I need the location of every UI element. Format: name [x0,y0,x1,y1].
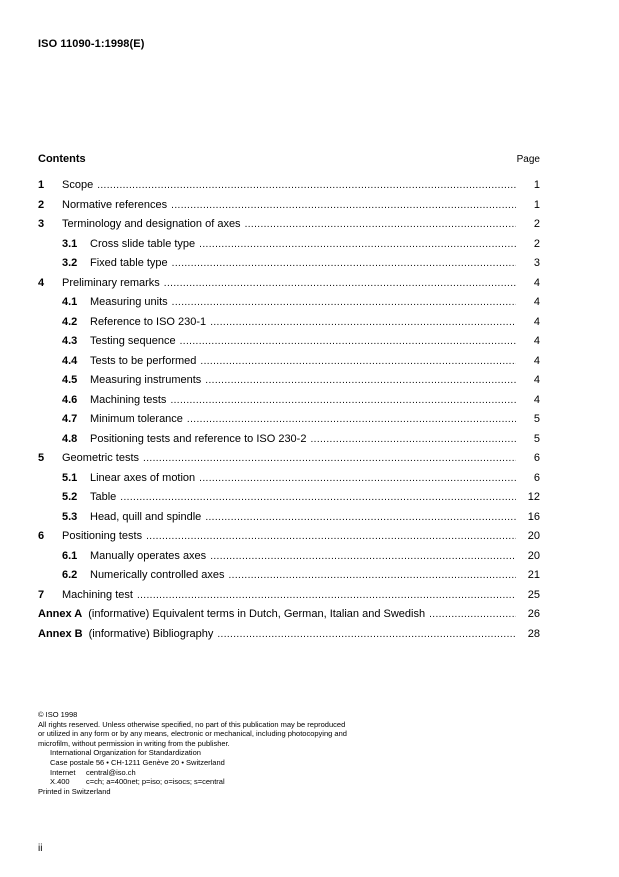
toc-entry-number: 3.2 [62,257,78,269]
toc-entry-title: Numerically controlled axes [90,569,225,581]
toc-entry-page: 25 [527,588,540,601]
toc-subentry[interactable] [38,413,540,433]
toc-entry-number: 5.3 [62,510,78,523]
toc-entry-page: 5 [533,432,540,445]
toc-entry-title: Positioning tests and reference to ISO 230-2 [90,432,307,445]
toc-entry-number: 7 [38,588,45,601]
toc-entry-number: 4.7 [62,413,78,425]
toc-entry-page: 2 [533,218,540,230]
x400-row [38,777,347,787]
toc-entry-page: 3 [533,257,540,269]
toc-leader-dots [245,219,516,230]
toc-entry-page: 4 [533,354,540,367]
toc-subentry[interactable] [38,335,540,355]
toc-entry-page: 4 [533,296,540,308]
toc-entry-title: Minimum tolerance [90,413,183,425]
toc-entry-title: Table [90,491,117,503]
toc-entry-number: 6.1 [62,549,78,562]
toc-entry-page: 2 [533,237,540,250]
rights-line: or utilized in any form or by any means, electronic or mechanical, including photocopying and [38,729,347,739]
contents-heading-row [38,153,540,165]
toc-entry-title: Normative references [62,198,168,211]
toc-entry-number: 4.5 [62,374,78,386]
toc-subentry[interactable] [38,296,540,316]
toc-entry-number: 4.4 [62,354,78,367]
toc-subentry[interactable] [38,472,540,492]
toc-entry-number: 3 [38,218,45,230]
toc-entry[interactable] [38,179,540,199]
toc-leader-dots [172,258,516,269]
toc-entry-page: 5 [533,413,540,425]
toc-entry-title: Tests to be performed [90,354,197,367]
toc-entry[interactable] [38,589,540,609]
toc-entry-title: Fixed table type [90,257,168,269]
postal-address: Case postale 56 • CH-1211 Genève 20 • Switzerland [50,757,225,767]
toc-entry-number: 4.3 [62,335,78,347]
toc-subentry[interactable] [38,511,540,531]
toc-entry-title: Preliminary remarks [62,276,160,289]
toc-subentry[interactable] [38,238,540,258]
toc-annex-entry[interactable] [38,608,540,628]
toc-entry-title: Cross slide table type [90,237,196,250]
x400-address: c=ch; a=400net; p=iso; o=isocs; s=central [86,777,225,787]
toc-subentry[interactable] [38,394,540,414]
toc-entry-number: Annex B [38,627,83,640]
toc-entry[interactable] [38,218,540,238]
toc-entry-title: Reference to ISO 230-1 [90,315,207,328]
x400-label: X.400 [50,777,70,787]
rights-line: All rights reserved. Unless otherwise specified, no part of this publication may be reproduced [38,719,346,729]
toc-subentry[interactable] [38,316,540,336]
organization-name: International Organization for Standardization [50,748,201,758]
toc-entry-page: 1 [533,179,540,191]
page-folio: ii [38,843,43,854]
toc-entry-page: 4 [533,276,540,289]
toc-annex-entry[interactable] [38,628,540,648]
toc-entry-title: Head, quill and spindle [90,510,202,523]
toc-entry-page: 12 [527,491,540,503]
toc-entry-title: Geometric tests [62,452,140,464]
toc-entry-number: 4 [38,276,45,289]
toc-entry-title: Scope [62,179,94,191]
toc-entry-title: Measuring instruments [90,374,202,386]
toc-entry-page: 21 [527,569,540,581]
toc-entry-number: 4.8 [62,432,78,445]
toc-entry[interactable] [38,452,540,472]
toc-leader-dots [170,395,516,406]
page-column-label: Page [516,154,540,165]
toc-leader-dots [429,609,516,620]
toc-entry-page: 6 [533,471,540,484]
toc-entry-title: Measuring units [90,296,168,308]
toc-leader-dots [137,590,516,601]
toc-entry-number: 5.1 [62,471,78,484]
toc-entry-title: Linear axes of motion [90,471,196,484]
toc-entry-page: 4 [533,374,540,386]
toc-entry-title: Positioning tests [62,530,143,542]
toc-leader-dots [200,356,516,367]
toc-leader-dots [229,570,517,581]
toc-entry-page: 20 [527,549,540,562]
toc-leader-dots [171,200,516,211]
toc-entry-number: 6.2 [62,569,78,581]
toc-entry-title: (informative) Bibliography [88,627,214,640]
toc-entry-number: 4.1 [62,296,78,308]
rights-line: microfilm, without permission in writing from the publisher. [38,738,230,748]
toc-entry-title: Machining test [62,588,133,601]
toc-entry-number: 5.2 [62,491,78,503]
toc-entry-number: 2 [38,198,45,211]
toc-subentry[interactable] [38,355,540,375]
toc-entry-number: 6 [38,530,45,542]
toc-leader-dots [210,551,516,562]
toc-leader-dots [120,492,516,503]
toc-entry-title: Machining tests [90,393,167,406]
toc-subentry[interactable] [38,569,540,589]
toc-entry-page: 26 [527,608,540,620]
toc-subentry[interactable] [38,491,540,511]
copyright-line: © ISO 1998 [38,710,78,719]
toc-entry-number: 5 [38,452,45,464]
toc-leader-dots [205,375,516,386]
toc-entry-title: Testing sequence [90,335,176,347]
toc-subentry[interactable] [38,374,540,394]
toc-leader-dots [187,414,516,425]
printed-in: Printed in Switzerland [38,786,111,796]
toc-leader-dots [146,531,516,542]
toc-leader-dots [97,180,516,191]
toc-entry-page: 6 [533,452,540,464]
contents-title: Contents [38,153,86,165]
toc-entry-number: 1 [38,179,45,191]
toc-leader-dots [205,512,516,523]
toc-leader-dots [310,434,516,445]
internet-label: Internet [50,767,76,777]
internet-address: central@iso.ch [86,767,136,777]
toc-leader-dots [217,629,516,640]
toc-leader-dots [210,317,516,328]
toc-entry-page: 4 [533,315,540,328]
toc-subentry[interactable] [38,550,540,570]
toc-entry-page: 16 [527,510,540,523]
toc-entry[interactable] [38,277,540,297]
table-of-contents [38,179,540,647]
toc-entry-page: 4 [533,335,540,347]
document-id: ISO 11090-1:1998(E) [38,38,145,50]
toc-entry-title: (informative) Equivalent terms in Dutch, German, Italian and Swedish [88,608,426,620]
internet-row [38,768,347,778]
toc-entry-number: 3.1 [62,237,78,250]
toc-subentry[interactable] [38,433,540,453]
toc-entry-number: 4.6 [62,393,78,406]
toc-entry-number: 4.2 [62,315,78,328]
toc-entry-page: 28 [527,627,540,640]
toc-entry-title: Terminology and designation of axes [62,218,241,230]
toc-entry-title: Manually operates axes [90,549,207,562]
toc-subentry[interactable] [38,257,540,277]
toc-leader-dots [172,297,516,308]
toc-leader-dots [180,336,516,347]
toc-entry-page: 20 [527,530,540,542]
toc-leader-dots [143,453,516,464]
toc-leader-dots [164,278,516,289]
toc-entry[interactable] [38,530,540,550]
copyright-notice [38,710,347,796]
toc-leader-dots [199,239,516,250]
toc-entry-page: 4 [533,393,540,406]
toc-entry-page: 1 [533,198,540,211]
toc-leader-dots [199,473,516,484]
toc-entry[interactable] [38,199,540,219]
toc-entry-number: Annex A [38,608,83,620]
